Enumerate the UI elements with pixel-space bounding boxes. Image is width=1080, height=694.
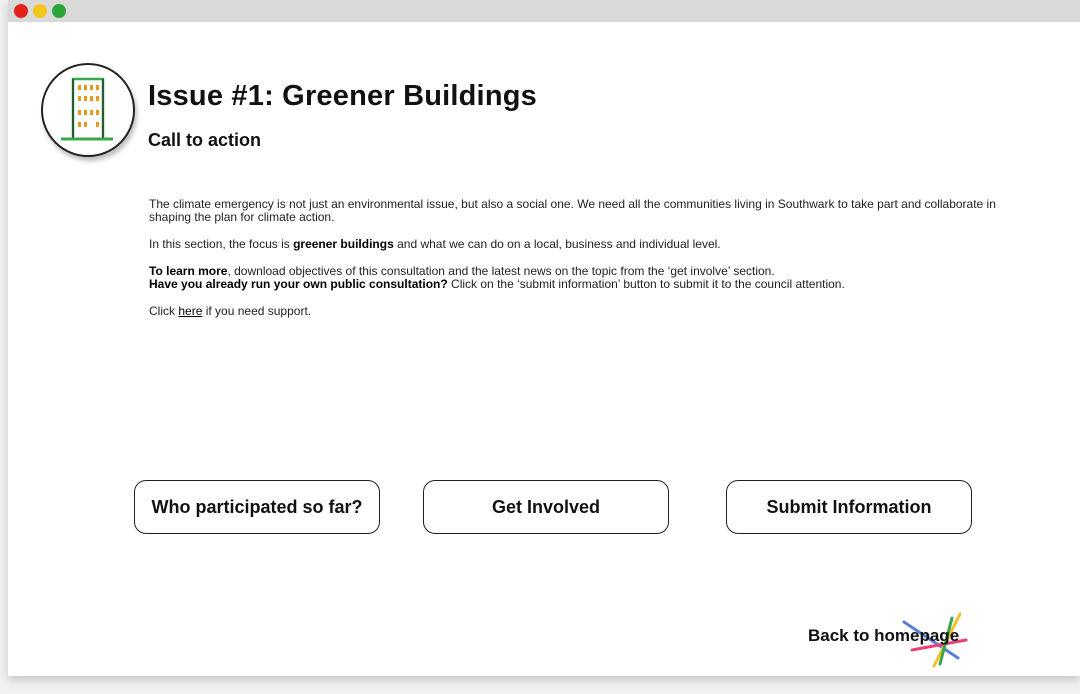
focus-text-end: and what we can do on a local, business and individual level. [393,237,721,251]
consultation-text: Click on the ‘submit information’ button to submit it to the council attention. [447,277,845,291]
page-subtitle: Call to action [148,130,262,150]
focus-text: In this section, the focus is [149,237,294,251]
submit-information-button[interactable]: Submit Information [726,480,972,534]
back-to-homepage-label: Back to homepage [808,626,960,645]
support-text-end: if you need support. [202,304,312,318]
support-text: Click [149,304,179,318]
browser-window [8,0,1080,676]
back-to-homepage-link[interactable] [808,624,978,654]
support-paragraph [149,305,1009,318]
get-involved-button[interactable]: Get Involved [423,480,669,534]
focus-paragraph [149,238,1009,251]
maximize-window-button[interactable] [52,4,66,18]
minimize-window-button[interactable] [33,4,47,18]
close-window-button[interactable] [14,4,28,18]
intro-paragraph: The climate emergency is not just an environmental issue, but also a social one. We need all the communities living in Southwark to take part and collaborate in shaping the plan for climate action. [149,197,996,224]
focus-highlight: greener buildings [293,237,394,251]
learn-more-bold: To learn more [149,264,228,278]
who-participated-button[interactable]: Who participated so far? [134,480,380,534]
page-title: Issue #1: Greener Buildings [148,80,537,112]
learn-more-text: , download objectives of this consultation and the latest news on the topic from the ‘get involve’ section. [227,264,775,278]
consultation-bold: Have you already run your own public consultation? [149,277,448,291]
consultation-paragraph [149,278,1009,291]
building-icon [41,63,135,157]
intro-text [149,198,1009,332]
window-titlebar [8,0,1080,22]
support-link[interactable]: here [178,304,203,318]
